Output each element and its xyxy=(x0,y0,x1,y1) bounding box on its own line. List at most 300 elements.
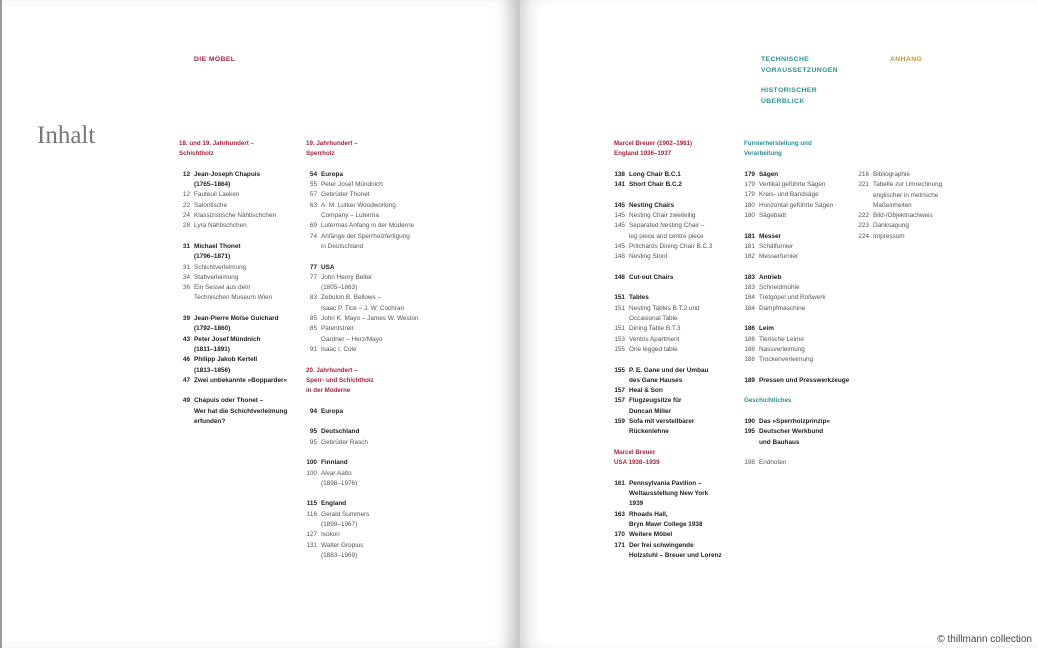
toc-entry[interactable] xyxy=(306,190,431,200)
toc-page-number: 39 xyxy=(182,315,190,323)
toc-entry-label: Impressum xyxy=(873,232,905,240)
toc-column-18-19-jh xyxy=(179,139,299,427)
toc-entry[interactable] xyxy=(614,293,736,303)
toc-entry[interactable] xyxy=(614,170,736,180)
toc-entry[interactable] xyxy=(306,438,431,448)
toc-entry-label: Philipp Jakob Kertell xyxy=(194,356,258,364)
toc-entry-label: Nesting Tables B.T.2 und xyxy=(629,304,700,312)
toc-entry-label: Rückenlehne xyxy=(629,428,669,436)
toc-page-number: 148 xyxy=(614,273,625,281)
toc-page-number: 157 xyxy=(614,387,625,395)
toc-entry-label: Separated Nesting Chair – xyxy=(629,222,705,230)
spacer xyxy=(306,396,431,406)
spacer xyxy=(744,263,868,273)
toc-entry-label: Maßeinheiten xyxy=(873,201,912,209)
toc-entry[interactable] xyxy=(179,242,299,252)
toc-entry-label: Fauteuil Laeken xyxy=(194,191,240,199)
toc-page-number: 24 xyxy=(182,212,190,220)
toc-entry-label: Company – Luterma xyxy=(321,212,379,220)
toc-column-furnierherstellung xyxy=(744,139,868,469)
toc-entry[interactable] xyxy=(179,366,299,376)
toc-entry[interactable] xyxy=(306,314,431,324)
toc-entry[interactable] xyxy=(179,273,299,283)
toc-page-number: 189 xyxy=(744,376,755,384)
toc-entry[interactable] xyxy=(858,221,978,231)
toc-section-heading: 19. Jahrhundert – Sperrholz xyxy=(306,140,358,158)
toc-page-number: 141 xyxy=(614,181,625,189)
toc-entry[interactable] xyxy=(614,510,736,520)
toc-page-number: 222 xyxy=(858,212,869,220)
toc-entry[interactable] xyxy=(614,541,736,551)
toc-entry-label: Tretgöpel und Roßwerk xyxy=(759,294,826,302)
toc-entry-label: (1805–1863) xyxy=(321,284,358,292)
toc-page-number: 127 xyxy=(306,531,317,539)
spacer xyxy=(744,386,868,396)
toc-entry[interactable] xyxy=(614,211,736,221)
toc-entry[interactable] xyxy=(306,283,431,293)
toc-page-number: 94 xyxy=(309,407,317,415)
toc-page-number: 57 xyxy=(309,191,317,199)
toc-entry[interactable] xyxy=(744,417,868,427)
toc-column-19-20-jh xyxy=(306,139,431,561)
toc-entry[interactable] xyxy=(614,180,736,190)
spacer xyxy=(614,355,736,365)
toc-entry[interactable] xyxy=(179,221,299,231)
toc-entry-label: Heal & Son xyxy=(629,387,663,395)
toc-entry-label: Antrieb xyxy=(759,273,782,281)
toc-entry[interactable] xyxy=(614,304,736,314)
toc-entry-label: erfunden? xyxy=(194,418,226,426)
toc-entry[interactable] xyxy=(614,386,736,396)
toc-page-number: 151 xyxy=(614,325,625,333)
toc-entry-label: (1883–1969) xyxy=(321,551,358,559)
toc-entry[interactable] xyxy=(179,396,299,406)
toc-entry[interactable] xyxy=(306,211,431,221)
spacer xyxy=(614,469,736,479)
page-title: Inhalt xyxy=(37,122,96,149)
toc-section-heading: 18. und 19. Jahrhundert – Schichtholz xyxy=(179,140,254,158)
toc-page-number: 186 xyxy=(744,325,755,333)
toc-entry[interactable] xyxy=(858,170,978,180)
toc-entry-label: Rhoads Hall, xyxy=(629,510,668,518)
toc-entry-label: John K. Mayo – James W. Weston xyxy=(321,315,419,323)
section-label-anhang: ANHANG xyxy=(890,56,923,63)
toc-entry[interactable] xyxy=(744,242,868,252)
toc-entry[interactable] xyxy=(306,242,431,252)
toc-entry[interactable] xyxy=(614,396,736,406)
toc-entry[interactable] xyxy=(744,335,868,345)
toc-entry-label: USA xyxy=(321,263,335,271)
toc-entry-label: P. E. Gane und der Umbau xyxy=(629,366,709,374)
toc-page-number: 195 xyxy=(744,428,755,436)
toc-page-number: 91 xyxy=(309,345,317,353)
toc-page-number: 153 xyxy=(614,335,625,343)
toc-entry[interactable] xyxy=(858,201,978,211)
toc-entry-label: Ventris Apartment xyxy=(629,335,680,343)
toc-page-number: 170 xyxy=(614,531,625,539)
toc-page-number: 77 xyxy=(309,273,317,281)
toc-page-number: 69 xyxy=(309,222,317,230)
toc-page-number: 74 xyxy=(309,232,317,240)
toc-entry-label: Technischen Museum Wien xyxy=(194,294,273,302)
toc-entry[interactable] xyxy=(614,324,736,334)
toc-page-number: 145 xyxy=(614,242,625,250)
toc-entry-label: des Gane Hauses xyxy=(629,376,683,384)
toc-page-number: 83 xyxy=(309,294,317,302)
toc-entry-label: Stabverleimung xyxy=(194,273,239,281)
toc-entry[interactable] xyxy=(744,304,868,314)
toc-entry-label: Jean-Joseph Chapuis xyxy=(194,170,261,178)
toc-page-number: 181 xyxy=(744,232,755,240)
toc-page-number: 145 xyxy=(614,201,625,209)
toc-entry[interactable] xyxy=(744,252,868,262)
toc-page-number: 12 xyxy=(182,191,190,199)
toc-page-number: 180 xyxy=(744,201,755,209)
toc-entry[interactable] xyxy=(744,324,868,334)
toc-entry[interactable] xyxy=(744,355,868,365)
toc-entry[interactable] xyxy=(306,293,431,303)
toc-entry-label: Bibliographie xyxy=(873,171,910,178)
toc-entry[interactable] xyxy=(614,520,736,530)
toc-page-number: 224 xyxy=(858,232,869,240)
spacer xyxy=(744,221,868,231)
toc-entry[interactable] xyxy=(614,252,736,262)
toc-entry-label: Isaac P. Tice – J. W. Cochran xyxy=(321,304,404,312)
toc-page-number: 183 xyxy=(744,273,755,281)
toc-entry-label: (1811–1891) xyxy=(194,345,230,353)
toc-entry-label: One legged table xyxy=(629,345,678,353)
spacer xyxy=(306,355,431,365)
section-label-historischer-ueberblick: HISTORISCHER ÜBERBLICK xyxy=(761,87,818,105)
toc-entry-label: Alvar Aalto xyxy=(321,469,352,477)
toc-entry[interactable] xyxy=(306,335,431,345)
toc-entry-label: Duncan Miller xyxy=(629,407,671,415)
toc-page-number: 186 xyxy=(744,335,755,343)
toc-entry-label: Leim xyxy=(759,325,774,333)
toc-entry-label: Deutschland xyxy=(321,428,360,436)
right-page xyxy=(520,0,1038,648)
toc-entry-label: und Bauhaus xyxy=(759,438,800,446)
spacer xyxy=(614,283,736,293)
toc-page-number: 157 xyxy=(614,397,625,405)
toc-entry[interactable] xyxy=(744,438,868,448)
toc-entry[interactable] xyxy=(179,263,299,273)
toc-entry-label: Endnoten xyxy=(759,459,787,467)
toc-entry[interactable] xyxy=(614,551,736,561)
spacer xyxy=(744,314,868,324)
spacer xyxy=(306,417,431,427)
toc-page-number: 54 xyxy=(309,170,317,178)
toc-entry[interactable] xyxy=(179,417,299,427)
toc-entry[interactable] xyxy=(179,201,299,211)
toc-entry[interactable] xyxy=(179,345,299,355)
toc-entry[interactable] xyxy=(744,170,868,180)
toc-page-number: 100 xyxy=(306,469,317,477)
toc-entry-label: Michael Thonet xyxy=(194,242,241,250)
toc-entry[interactable] xyxy=(306,304,431,314)
toc-entry-label: Pritchards Dining Chair B.C.3 xyxy=(629,242,713,250)
toc-page-number: 95 xyxy=(309,428,317,436)
toc-page-number: 28 xyxy=(182,222,190,230)
toc-entry-label: Sägeblatt xyxy=(759,212,787,220)
toc-entry[interactable] xyxy=(614,345,736,355)
toc-entry[interactable] xyxy=(306,273,431,283)
toc-entry[interactable] xyxy=(614,530,736,540)
toc-page-number: 34 xyxy=(182,273,190,281)
toc-entry[interactable] xyxy=(179,407,299,417)
toc-entry-label: Schneidmühle xyxy=(759,284,800,292)
toc-entry-label: (1765–1864) xyxy=(194,181,231,189)
toc-entry-label: Trockenverleimung xyxy=(759,356,814,364)
toc-entry-label: John Henry Belter xyxy=(321,273,373,281)
spacer xyxy=(614,190,736,200)
toc-entry-label: Pressen und Presswerkzeuge xyxy=(759,376,850,384)
toc-entry-label: Nesting Chair zweiteilig xyxy=(629,212,696,220)
toc-entry[interactable] xyxy=(306,324,431,334)
toc-page-number: 63 xyxy=(309,201,317,209)
toc-entry[interactable] xyxy=(179,376,299,386)
toc-entry[interactable] xyxy=(306,170,431,180)
toc-entry[interactable] xyxy=(306,263,431,273)
toc-entry[interactable] xyxy=(614,376,736,386)
toc-entry-label: Weltausstellung New York xyxy=(629,490,709,498)
toc-entry[interactable] xyxy=(179,180,299,190)
toc-entry[interactable] xyxy=(744,180,868,190)
toc-entry[interactable] xyxy=(614,273,736,283)
toc-entry[interactable] xyxy=(744,427,868,437)
toc-page-number: 145 xyxy=(614,222,625,230)
toc-entry[interactable] xyxy=(614,232,736,242)
toc-entry[interactable] xyxy=(744,201,868,211)
toc-entry[interactable] xyxy=(614,499,736,509)
spacer xyxy=(614,263,736,273)
spacer xyxy=(306,160,431,170)
toc-page-number: 85 xyxy=(309,325,317,333)
toc-entry[interactable] xyxy=(306,180,431,190)
spacer xyxy=(744,160,868,170)
toc-entry[interactable] xyxy=(306,427,431,437)
toc-entry[interactable] xyxy=(614,489,736,499)
toc-entry[interactable] xyxy=(306,201,431,211)
toc-entry[interactable] xyxy=(306,499,431,509)
toc-entry[interactable] xyxy=(306,232,431,242)
toc-entry-label: Occasional Table xyxy=(629,315,678,323)
toc-entry-label: Cut-out Chairs xyxy=(629,273,674,281)
toc-page-number: 223 xyxy=(858,222,869,230)
toc-entry-label: Schichtverleimung xyxy=(194,263,247,271)
toc-entry[interactable] xyxy=(179,283,299,293)
toc-entry[interactable] xyxy=(614,242,736,252)
toc-page-number: 46 xyxy=(182,356,190,364)
toc-entry[interactable] xyxy=(744,376,868,386)
toc-section-heading: Marcel Breuer (1902–1981) England 1936–1937 xyxy=(614,140,693,158)
toc-entry-label: Sägen xyxy=(759,170,779,178)
toc-entry-label: Wer hat die Schichtverleimung xyxy=(194,407,288,415)
toc-page-number: 155 xyxy=(614,366,625,374)
toc-entry-label: Horizontal geführte Sägen xyxy=(759,201,834,209)
toc-page-number: 31 xyxy=(182,263,190,271)
toc-page-number: 85 xyxy=(309,315,317,323)
toc-entry-label: Schälfurnier xyxy=(759,242,794,250)
toc-entry-label: Messerfurnier xyxy=(759,253,799,261)
toc-page-number: 145 xyxy=(614,212,625,220)
toc-entry-label: Isaac I. Cole xyxy=(321,345,357,353)
toc-entry-label: (1796–1871) xyxy=(194,253,231,261)
toc-entry[interactable] xyxy=(306,551,431,561)
toc-page-number: 190 xyxy=(744,418,755,426)
toc-entry[interactable] xyxy=(614,314,736,324)
toc-entry-label: Gardner – Herz/Mayo xyxy=(321,335,383,343)
toc-entry[interactable] xyxy=(744,190,868,200)
toc-entry-label: Tabelle zur Umrechnung xyxy=(873,181,943,189)
toc-entry-label: Weitere Möbel xyxy=(629,531,673,539)
spacer xyxy=(179,160,299,170)
toc-entry-label: Flugzeugsitze für xyxy=(629,397,682,405)
toc-page-number: 31 xyxy=(182,242,190,250)
toc-entry[interactable] xyxy=(614,201,736,211)
toc-page-number: 183 xyxy=(744,284,755,292)
toc-entry-label: Zebulon B. Bellows – xyxy=(321,294,382,302)
toc-entry[interactable] xyxy=(744,293,868,303)
toc-entry[interactable] xyxy=(614,407,736,417)
toc-entry-label: Bryn Mawr College 1938 xyxy=(629,520,703,528)
toc-entry[interactable] xyxy=(614,221,736,231)
toc-entry[interactable] xyxy=(614,417,736,427)
spacer xyxy=(306,489,431,499)
toc-entry[interactable] xyxy=(858,211,978,221)
toc-page-number: 138 xyxy=(614,170,625,178)
toc-entry[interactable] xyxy=(179,293,299,303)
toc-entry[interactable] xyxy=(179,335,299,345)
spacer xyxy=(744,366,868,376)
toc-entry[interactable] xyxy=(179,324,299,334)
toc-page-number: 155 xyxy=(614,345,625,353)
toc-entry[interactable] xyxy=(306,407,431,417)
spacer xyxy=(614,160,736,170)
toc-entry-label: Holzstuhl – Breuer und Lorenz xyxy=(629,551,722,559)
toc-entry-label: Europa xyxy=(321,170,344,178)
toc-entry[interactable] xyxy=(614,366,736,376)
toc-entry-label: Gebrüder Thonet xyxy=(321,191,370,199)
toc-entry[interactable] xyxy=(306,345,431,355)
toc-entry-label: Tierische Leime xyxy=(759,335,804,343)
toc-entry[interactable] xyxy=(306,510,431,520)
toc-entry[interactable] xyxy=(306,221,431,231)
toc-section-heading: Furnierherstellung und Verarbeitung xyxy=(744,140,812,158)
toc-entry-label: englischer in metrische xyxy=(873,191,939,199)
spacer xyxy=(179,304,299,314)
toc-entry[interactable] xyxy=(306,541,431,551)
toc-entry-label: (1899–1967) xyxy=(321,520,358,528)
toc-page-number: 179 xyxy=(744,181,755,189)
toc-entry[interactable] xyxy=(744,345,868,355)
toc-entry-label: Messer xyxy=(759,232,782,240)
toc-entry[interactable] xyxy=(179,170,299,180)
toc-entry[interactable] xyxy=(858,180,978,190)
toc-entry[interactable] xyxy=(614,335,736,345)
toc-entry-label: Anfänge der Sperrholzfertigung xyxy=(321,232,410,240)
toc-page-number: 43 xyxy=(182,335,190,343)
toc-entry[interactable] xyxy=(179,314,299,324)
toc-entry-label: (1813–1856) xyxy=(194,366,231,374)
toc-entry-label: A. M. Lutker Woodworking xyxy=(321,201,396,209)
toc-entry-label: Lyra Nähtischchen xyxy=(194,222,247,230)
toc-entry-label: Long Chair B.C.1 xyxy=(629,170,681,178)
toc-page-number: 216 xyxy=(858,171,869,178)
toc-entry[interactable] xyxy=(744,211,868,221)
section-label-technische-voraussetzungen: TECHNISCHE VORAUSSETZUNGEN xyxy=(761,56,838,74)
toc-entry[interactable] xyxy=(614,479,736,489)
toc-entry[interactable] xyxy=(744,273,868,283)
book-edge xyxy=(0,0,2,648)
toc-entry[interactable] xyxy=(179,355,299,365)
spacer xyxy=(306,448,431,458)
toc-entry-label: 1939 xyxy=(629,500,644,508)
toc-entry-label: Dining Table B.T.3 xyxy=(629,325,681,333)
toc-entry[interactable] xyxy=(858,191,978,201)
spacer xyxy=(306,252,431,262)
toc-page-number: 188 xyxy=(744,345,755,353)
spacer xyxy=(614,438,736,448)
toc-entry[interactable] xyxy=(306,520,431,530)
toc-entry[interactable] xyxy=(179,252,299,262)
toc-entry-label: Pennsylvania Pavilion – xyxy=(629,479,702,487)
toc-entry-label: Dampfmaschine xyxy=(759,304,806,312)
toc-entry-label: Ein Sessel aus dem xyxy=(194,284,251,292)
toc-section-heading: 20. Jahrhundert – Sperr- und Schichtholz in der Moderne xyxy=(306,366,374,395)
toc-page-number: 198 xyxy=(744,459,755,467)
toc-page-number: 49 xyxy=(182,397,190,405)
toc-entry-label: Salontische xyxy=(194,201,228,209)
toc-entry-label: (1898–1976) xyxy=(321,479,358,487)
toc-column-anhang xyxy=(858,170,978,242)
toc-entry[interactable] xyxy=(744,232,868,242)
toc-page-number: 181 xyxy=(744,242,755,250)
toc-entry-label: Kreis- und Bandsäge xyxy=(759,191,819,199)
toc-page-number: 159 xyxy=(614,418,625,426)
toc-entry[interactable] xyxy=(306,530,431,540)
toc-entry[interactable] xyxy=(306,458,431,468)
toc-page-number: 179 xyxy=(744,170,755,178)
toc-entry[interactable] xyxy=(306,479,431,489)
spacer xyxy=(179,232,299,242)
toc-entry-label: Lutermas Anfang in der Moderne xyxy=(321,222,415,230)
toc-entry[interactable] xyxy=(306,469,431,479)
toc-entry[interactable] xyxy=(179,211,299,221)
toc-entry-label: (1792–1860) xyxy=(194,325,231,333)
toc-page-number: 161 xyxy=(614,479,625,487)
toc-page-number: 12 xyxy=(182,170,190,178)
toc-entry-label: Finnland xyxy=(321,459,348,467)
toc-entry[interactable] xyxy=(744,458,868,468)
toc-entry[interactable] xyxy=(614,427,736,437)
toc-entry-label: Peter Josef Mündnich xyxy=(321,181,383,189)
toc-entry[interactable] xyxy=(858,232,978,242)
section-label-die-moebel: DIE MÖBEL xyxy=(194,56,236,63)
toc-page-number: 163 xyxy=(614,510,625,518)
toc-entry-label: Gebrüder Rasch xyxy=(321,438,368,446)
toc-page-number: 184 xyxy=(744,304,755,312)
toc-entry-label: Zwei unbekannte »Bopparder« xyxy=(194,376,288,384)
toc-entry-label: Sofa mit verstellbarer xyxy=(629,418,695,426)
toc-entry[interactable] xyxy=(179,190,299,200)
toc-column-marcel-breuer xyxy=(614,139,736,561)
toc-entry-label: Walter Gropius xyxy=(321,541,364,549)
toc-page-number: 55 xyxy=(309,181,317,189)
toc-page-number: 151 xyxy=(614,294,625,302)
toc-entry-label: Peter Josef Mündnich xyxy=(194,335,261,343)
toc-entry[interactable] xyxy=(744,283,868,293)
